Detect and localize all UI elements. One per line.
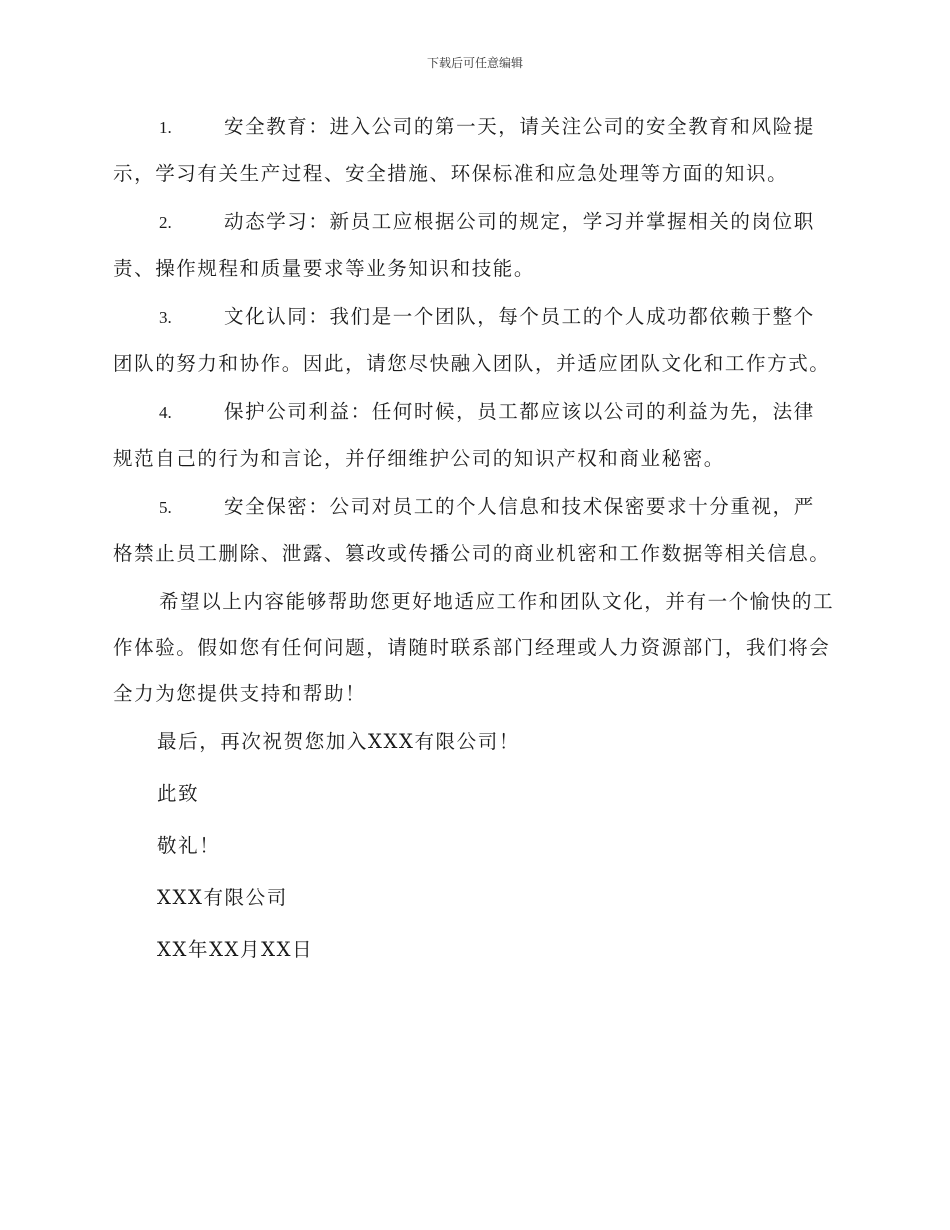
list-item [113,484,835,577]
item-number: 1. [159,118,172,137]
item-text: 动态学习：新员工应根据公司的规定，学习并掌握相关的岗位职责、操作规程和质量要求等业务知识和技能。 [113,210,815,280]
regards-line: 敬礼！ [157,834,221,857]
list-item [113,104,835,197]
salutation-line: 此致 [157,782,200,805]
header-note: 下载后可任意编辑 [426,56,523,70]
item-number: 5. [159,498,172,517]
list-item [113,199,835,292]
item-text: 安全教育：进入公司的第一天，请关注公司的安全教育和风险提示，学习有关生产过程、安全措施、环保标准和应急处理等方面的知识。 [113,115,815,185]
list-item [113,294,835,387]
item-text: 安全保密：公司对员工的个人信息和技术保密要求十分重视，严格禁止员工删除、泄露、篡改或传播公司的商业机密和工作数据等相关信息。 [113,495,831,565]
closing-paragraph: 希望以上内容能够帮助您更好地适应工作和团队文化，并有一个愉快的工作体验。假如您有任何问题，请随时联系部门经理或人力资源部门，我们将会全力为您提供支持和帮助！ [113,590,835,705]
item-number: 4. [159,403,172,422]
congrats-line: 最后，再次祝贺您加入XXX有限公司！ [157,730,520,753]
item-number: 2. [159,213,172,232]
letter-body [113,104,835,979]
item-number: 3. [159,308,172,327]
company-signature: XXX有限公司 [157,886,288,909]
item-text: 文化认同：我们是一个团队，每个员工的个人成功都依赖于整个团队的努力和协作。因此，请您尽快融入团队，并适应团队文化和工作方式。 [113,305,831,375]
item-text: 保护公司利益：任何时候，员工都应该以公司的利益为先，法律规范自己的行为和言论，并仔细维护公司的知识产权和商业秘密。 [113,400,815,470]
list-item [113,389,835,482]
date-line: XX年XX月XX日 [157,938,314,961]
